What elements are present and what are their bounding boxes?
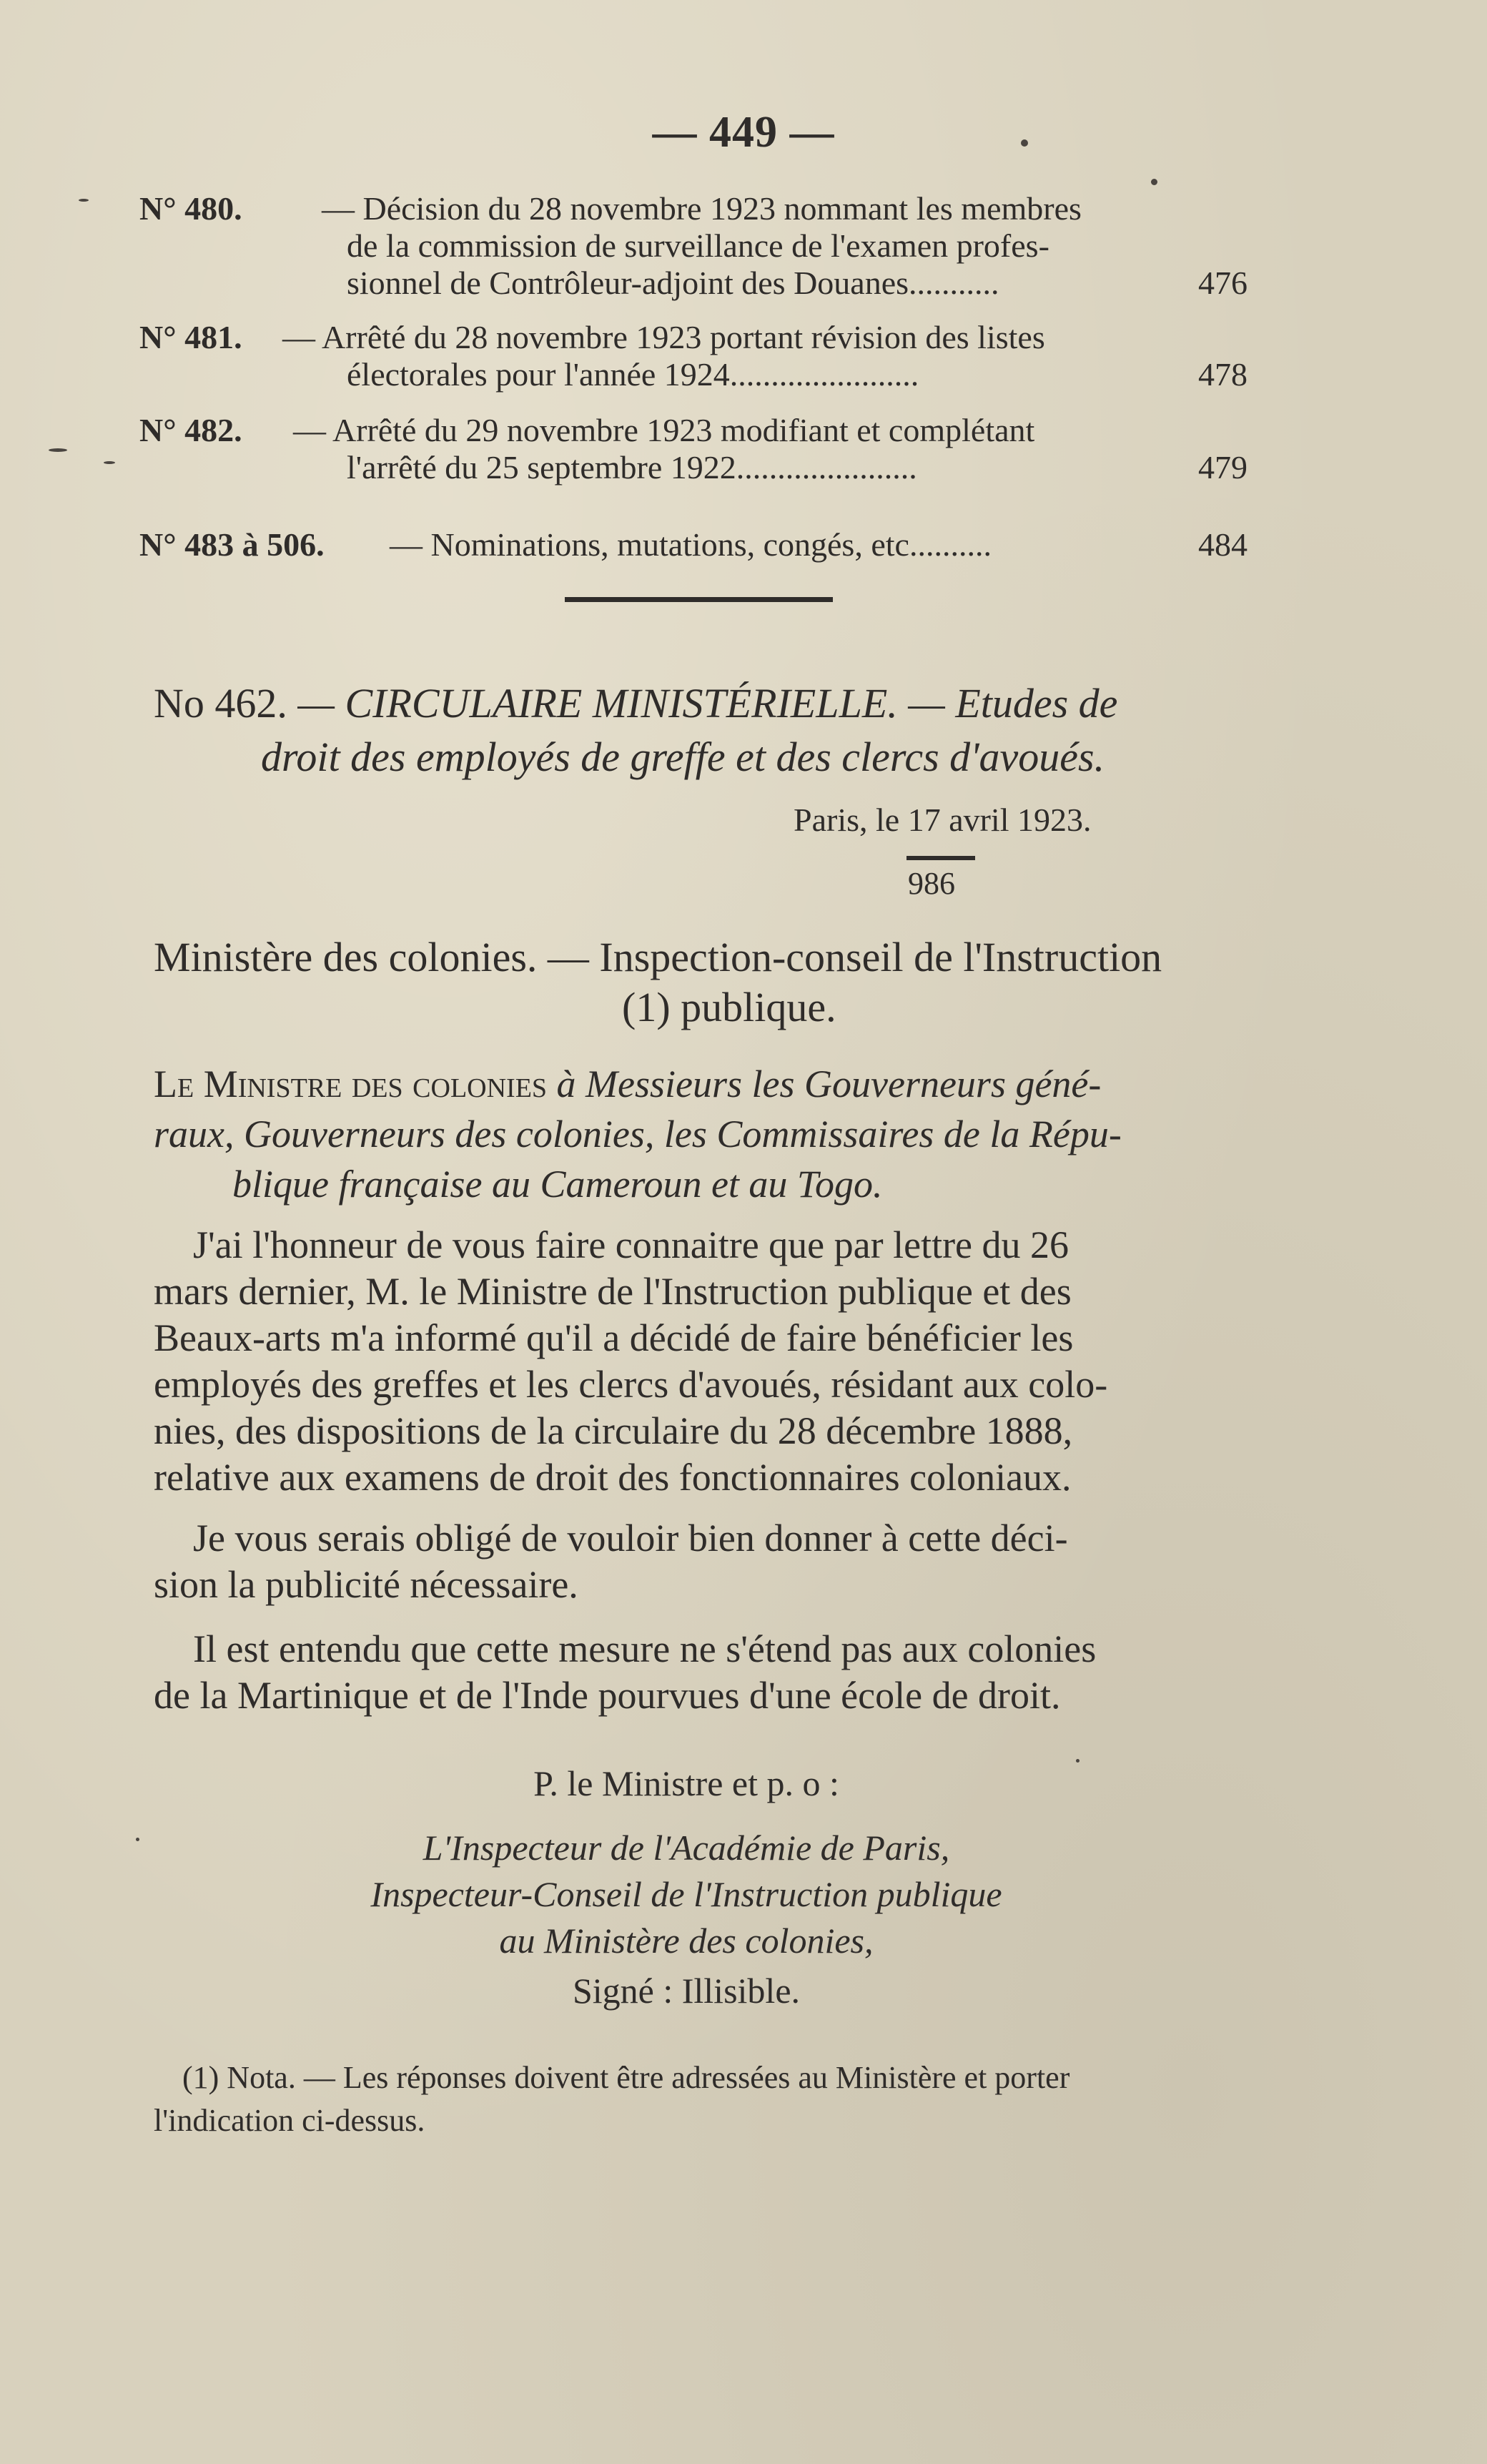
toc-page: 478 [1198,356,1248,393]
reference-bar [906,856,975,860]
circular-subtitle: droit des employés de greffe et des clercs d'avoués. [261,734,1105,780]
scan-speck [1151,179,1157,185]
circular-number: No 462. [154,680,287,726]
toc-line: — Arrêté du 28 novembre 1923 portant révision des listes [282,319,1045,355]
ministry-line1: Ministère des colonies. — Inspection-conseil de l'Instruction [154,934,1162,980]
circular-heading-line1 [154,679,1117,727]
toc-page: 484 [1198,526,1248,563]
toc-number: N° 480. [139,190,242,227]
signature-line: Signé : Illisible. [572,1971,801,2011]
scan-speck [136,1838,139,1841]
signature-line: L'Inspecteur de l'Académie de Paris, [423,1828,950,1868]
address-recipients: à Messieurs les Gouverneurs géné- [556,1063,1102,1105]
footnote-line: l'indication ci-dessus. [154,2103,425,2138]
address-line3 [232,1162,882,1206]
signature-line: Inspecteur-Conseil de l'Instruction publique [370,1874,1002,1914]
toc-page: 476 [1198,265,1248,301]
paragraph-line: nies, des dispositions de la circulaire du 28 décembre 1888, [154,1409,1073,1452]
paragraph-line: Beaux-arts m'a informé qu'il a décidé de faire bénéficier les [154,1316,1074,1359]
scan-speck [1076,1759,1080,1763]
section-divider [565,597,833,602]
address-line1 [154,1062,1101,1106]
paragraph-line: mars dernier, M. le Ministre de l'Instruction publique et des [154,1270,1072,1313]
paragraph-line: Il est entendu que cette mesure ne s'étend pas aux colonies [193,1627,1097,1670]
toc-line: sionnel de Contrôleur-adjoint des Douanes........... [347,265,999,301]
toc-line: de la commission de surveillance de l'examen profes- [347,227,1049,264]
toc-line: — Décision du 28 novembre 1923 nommant les membres [322,190,1082,227]
place-date: Paris, le 17 avril 1923. [794,802,1092,838]
signature-line: au Ministère des colonies, [499,1921,874,1961]
footnote-line: (1) Nota. — Les réponses doivent être adressées au Ministère et porter [182,2060,1070,2095]
reference-number: 986 [908,866,955,901]
scan-speck [1021,139,1028,147]
toc-number: N° 482. [139,412,242,448]
paragraph-line: J'ai l'honneur de vous faire connaitre que par lettre du 26 [193,1223,1069,1266]
toc-line: électorales pour l'année 1924....................... [347,356,919,393]
scan-speck [104,461,115,464]
toc-number: N° 483 à 506. [139,526,325,563]
address-line2 [154,1112,1122,1156]
toc-line: l'arrêté du 25 septembre 1922...................... [347,449,917,486]
toc-page: 479 [1198,449,1248,486]
circular-heading-line2 [261,733,1105,781]
address-caps: Le Ministre des colonies [154,1063,548,1105]
toc-line: — Nominations, mutations, congés, etc.......... [390,526,992,563]
toc-number: N° 481. [139,319,242,355]
circular-title: — CIRCULAIRE MINISTÉRIELLE. — Etudes de [297,680,1118,726]
address-text: blique française au Cameroun et au Togo. [232,1163,883,1206]
scan-speck [49,448,67,452]
paragraph-line: Je vous serais obligé de vouloir bien donner à cette déci- [193,1517,1068,1559]
paragraph-line: sion la publicité nécessaire. [154,1563,578,1606]
paragraph-line: employés des greffes et les clercs d'avoués, résidant aux colo- [154,1363,1108,1406]
scan-speck [79,199,89,202]
page-number: — 449 — [652,108,835,157]
address-text: raux, Gouverneurs des colonies, les Commissaires de la Répu- [154,1113,1122,1155]
toc-line: — Arrêté du 29 novembre 1923 modifiant et complétant [293,412,1035,448]
ministry-line2: (1) publique. [622,984,836,1030]
paragraph-line: de la Martinique et de l'Inde pourvues d'une école de droit. [154,1674,1061,1717]
paragraph-line: relative aux examens de droit des fonctionnaires coloniaux. [154,1456,1072,1499]
signature-line: P. le Ministre et p. o : [533,1763,839,1803]
